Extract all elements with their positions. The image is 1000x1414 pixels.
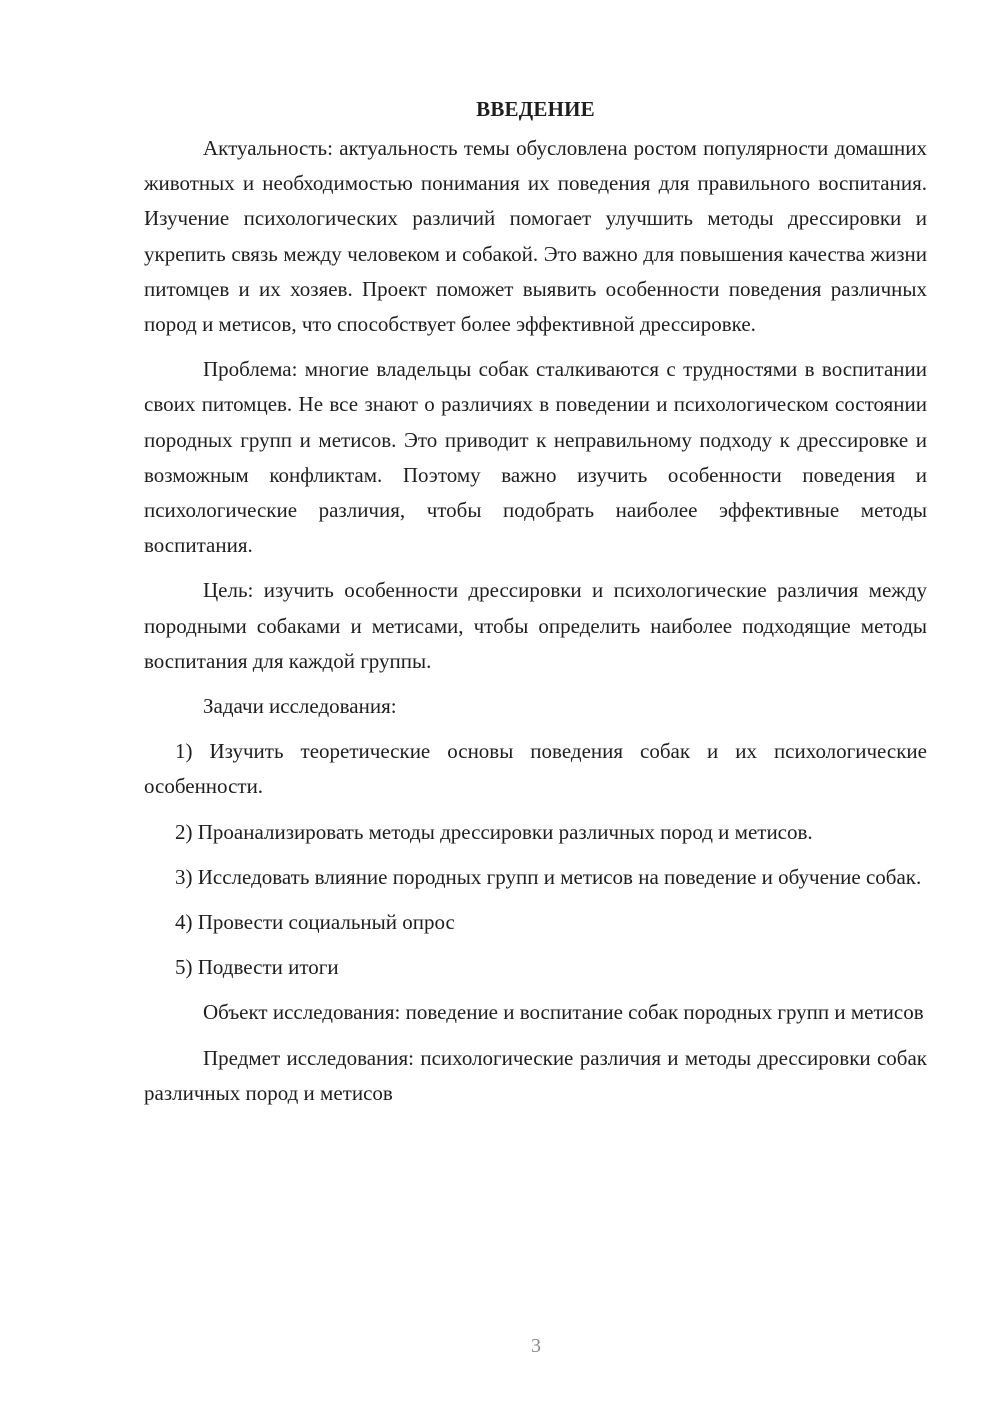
paragraph-object: Объект исследования: поведение и воспитание собак породных групп и метисов [203,1000,924,1025]
page-content [144,92,927,1121]
paragraph-problem: Проблема: многие владельцы собак сталкиваются с трудностями в воспитании своих питомцев. Не все знают о различиях в поведении и психологическом состоянии породных групп и метисов. Это приводит к неправильному подходу к дрессировке и возможным конфликтам. Поэтому важно изучить особенности поведения и психологические различия, чтобы подобрать наиболее эффективные методы воспитания. [144,357,927,558]
page-number: 3 [531,1335,541,1357]
paragraph-relevance: Актуальность: актуальность темы обусловлена ростом популярности домашних животных и необходимостью понимания их поведения для правильного воспитания. Изучение психологических различий помогает улучшить методы дрессировки и укрепить связь между человеком и собакой. Это важно для повышения качества жизни питомцев и их хозяев. Проект поможет выявить особенности поведения различных пород и метисов, что способствует более эффективной дрессировке. [144,136,927,337]
task-item-4: 4) Провести социальный опрос [175,910,455,935]
paragraph-goal: Цель: изучить особенности дрессировки и психологические различия между породными собаками и метисами, чтобы определить наиболее подходящие методы воспитания для каждой группы. [144,578,927,673]
section-heading: ВВЕДЕНИЕ [476,97,595,121]
task-item-3: 3) Исследовать влияние породных групп и метисов на поведение и обучение собак. [175,864,922,889]
paragraph-tasks-title: Задачи исследования: [203,694,397,719]
task-item-2: 2) Проанализировать методы дрессировки различных пород и метисов. [175,819,813,844]
task-item-1: 1) Изучить теоретические основы поведения собак и их психологические особенности. [144,739,927,799]
paragraph-subject: Предмет исследования: психологические различия и методы дрессировки собак различных пород и метисов [144,1045,927,1105]
task-item-5: 5) Подвести итоги [175,955,339,980]
